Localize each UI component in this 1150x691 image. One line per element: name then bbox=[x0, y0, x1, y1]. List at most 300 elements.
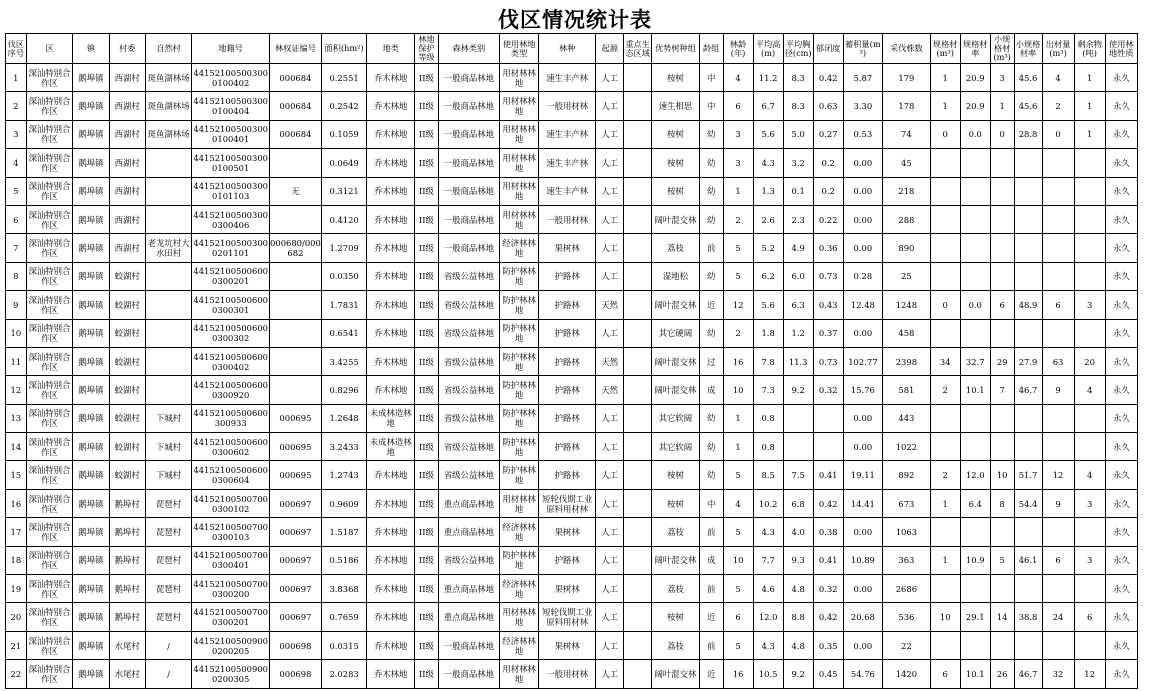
table-cell: 人工 bbox=[596, 546, 624, 574]
table-cell bbox=[990, 631, 1014, 659]
table-cell: 幼 bbox=[699, 205, 723, 233]
table-cell: 48.9 bbox=[1014, 291, 1042, 319]
table-row bbox=[6, 575, 1138, 603]
table-cell: 179 bbox=[883, 64, 931, 92]
table-cell: / bbox=[145, 660, 192, 688]
table-cell: 桉树 bbox=[652, 489, 700, 517]
table-row bbox=[6, 120, 1138, 148]
table-cell: 乔木林地 bbox=[367, 291, 415, 319]
table-cell: 0.6541 bbox=[321, 319, 367, 347]
table-cell: 深汕特别合作区 bbox=[26, 120, 73, 148]
table-cell: II级 bbox=[415, 489, 439, 517]
table-cell: 人工 bbox=[596, 262, 624, 290]
column-header: 郁闭度 bbox=[813, 34, 843, 64]
column-header: 小规格材率 bbox=[1014, 34, 1042, 64]
table-cell: 果树林 bbox=[539, 234, 596, 262]
table-cell: 0.4120 bbox=[321, 205, 367, 233]
table-cell: 1 bbox=[6, 64, 27, 92]
table-cell: 省级公益林地 bbox=[438, 347, 499, 375]
table-cell: 乔木林地 bbox=[367, 489, 415, 517]
table-cell: 218 bbox=[883, 177, 931, 205]
column-header: 村委 bbox=[109, 34, 145, 64]
table-cell: 0.42 bbox=[813, 603, 843, 631]
table-cell: 8.5 bbox=[753, 461, 783, 489]
table-cell: 荔枝 bbox=[652, 575, 700, 603]
table-cell: 鹅埠镇 bbox=[73, 518, 109, 546]
table-cell: 5.6 bbox=[753, 120, 783, 148]
table-cell: 1.2648 bbox=[321, 404, 367, 432]
table-cell: 鹅埠镇 bbox=[73, 120, 109, 148]
table-cell: 中 bbox=[699, 64, 723, 92]
table-cell: 0.38 bbox=[813, 518, 843, 546]
table-cell: 10.5 bbox=[753, 660, 783, 688]
table-cell: 用材林林地 bbox=[499, 603, 538, 631]
table-cell bbox=[1074, 262, 1105, 290]
table-cell: 458 bbox=[883, 319, 931, 347]
table-cell: 3 bbox=[990, 64, 1014, 92]
table-cell bbox=[990, 404, 1014, 432]
table-cell: 0.42 bbox=[813, 489, 843, 517]
table-cell bbox=[1042, 177, 1074, 205]
table-cell: 深汕特别合作区 bbox=[26, 234, 73, 262]
table-cell: 1063 bbox=[883, 518, 931, 546]
table-cell: 一般商品林地 bbox=[438, 205, 499, 233]
table-cell: 永久 bbox=[1105, 376, 1137, 404]
table-cell: 鹅埠镇 bbox=[73, 489, 109, 517]
table-cell: 3 bbox=[723, 120, 753, 148]
table-cell: 深汕特别合作区 bbox=[26, 149, 73, 177]
table-cell: 鹅埠村 bbox=[109, 518, 145, 546]
table-cell: 6.0 bbox=[783, 262, 813, 290]
table-cell bbox=[624, 92, 652, 120]
table-cell: 鹅埠镇 bbox=[73, 546, 109, 574]
table-cell: 人工 bbox=[596, 319, 624, 347]
table-cell: 0.41 bbox=[813, 546, 843, 574]
table-cell bbox=[1074, 149, 1105, 177]
table-cell bbox=[145, 291, 192, 319]
table-cell: 防护林林地 bbox=[499, 291, 538, 319]
table-cell: 0.00 bbox=[843, 518, 882, 546]
table-row bbox=[6, 461, 1138, 489]
table-cell: 永久 bbox=[1105, 433, 1137, 461]
table-cell: 永久 bbox=[1105, 404, 1137, 432]
table-cell: 斑鱼湖林场 bbox=[145, 92, 192, 120]
table-cell bbox=[783, 433, 813, 461]
table-cell: 阔叶混交林 bbox=[652, 291, 700, 319]
table-cell bbox=[270, 205, 322, 233]
table-cell: 永久 bbox=[1105, 177, 1137, 205]
table-cell: 441521005009000200305 bbox=[192, 660, 270, 688]
table-cell: 3 bbox=[723, 149, 753, 177]
table-cell: 6 bbox=[1042, 546, 1074, 574]
table-cell: 阔叶混交林 bbox=[652, 376, 700, 404]
table-body bbox=[6, 64, 1138, 689]
table-cell: 0.00 bbox=[843, 575, 882, 603]
table-cell: 15.76 bbox=[843, 376, 882, 404]
table-cell: 8.3 bbox=[783, 92, 813, 120]
table-cell: 未成林造林地 bbox=[367, 433, 415, 461]
table-cell: 深汕特别合作区 bbox=[26, 92, 73, 120]
table-cell: 441521005003000100402 bbox=[192, 64, 270, 92]
table-cell: 3 bbox=[1074, 291, 1105, 319]
column-header: 使用林地性质 bbox=[1105, 34, 1137, 64]
table-cell: 用材林林地 bbox=[499, 120, 538, 148]
table-cell: 中 bbox=[699, 92, 723, 120]
table-cell: 000695 bbox=[270, 461, 322, 489]
table-cell: 6.3 bbox=[783, 291, 813, 319]
column-header: 自然村 bbox=[145, 34, 192, 64]
column-header: 平均高(m) bbox=[753, 34, 783, 64]
table-cell bbox=[813, 433, 843, 461]
table-cell: 永久 bbox=[1105, 234, 1137, 262]
table-cell bbox=[990, 234, 1014, 262]
table-cell: 乔木林地 bbox=[367, 205, 415, 233]
table-cell: 0.3121 bbox=[321, 177, 367, 205]
table-cell bbox=[624, 64, 652, 92]
table-cell: 0.22 bbox=[813, 205, 843, 233]
table-cell: 用材林林地 bbox=[499, 92, 538, 120]
table-cell: 10.9 bbox=[960, 546, 990, 574]
table-cell bbox=[990, 433, 1014, 461]
table-cell bbox=[270, 149, 322, 177]
table-cell: 8.3 bbox=[783, 64, 813, 92]
table-cell: 重点商品林地 bbox=[438, 603, 499, 631]
table-cell: 蛟湖村 bbox=[109, 319, 145, 347]
table-cell: 乔木林地 bbox=[367, 92, 415, 120]
table-cell: 护路林 bbox=[539, 376, 596, 404]
table-cell: 5 bbox=[723, 631, 753, 659]
table-cell: 用材林林地 bbox=[499, 205, 538, 233]
table-cell: 乔木林地 bbox=[367, 120, 415, 148]
column-header: 重点生态区域 bbox=[624, 34, 652, 64]
table-cell: 0.1059 bbox=[321, 120, 367, 148]
table-cell: 鹅埠镇 bbox=[73, 660, 109, 688]
table-cell: 2 bbox=[930, 376, 960, 404]
table-cell: 12 bbox=[723, 291, 753, 319]
table-cell: 3 bbox=[6, 120, 27, 148]
table-cell: 2398 bbox=[883, 347, 931, 375]
table-cell: 2686 bbox=[883, 575, 931, 603]
table-cell: II级 bbox=[415, 376, 439, 404]
table-cell: 1.2 bbox=[783, 319, 813, 347]
table-cell: 天然 bbox=[596, 376, 624, 404]
table-cell: 深汕特别合作区 bbox=[26, 631, 73, 659]
column-header: 林种 bbox=[539, 34, 596, 64]
table-cell: 深汕特别合作区 bbox=[26, 64, 73, 92]
table-cell: 10 bbox=[723, 546, 753, 574]
table-cell: 一般商品林地 bbox=[438, 177, 499, 205]
table-cell: 深汕特别合作区 bbox=[26, 404, 73, 432]
table-cell: 45.6 bbox=[1014, 64, 1042, 92]
table-cell bbox=[1074, 518, 1105, 546]
table-cell: 14.41 bbox=[843, 489, 882, 517]
table-cell bbox=[960, 319, 990, 347]
table-cell: 前 bbox=[699, 234, 723, 262]
table-cell: 永久 bbox=[1105, 291, 1137, 319]
table-cell: 鹅埠镇 bbox=[73, 631, 109, 659]
column-header: 规格材(m³) bbox=[930, 34, 960, 64]
table-cell bbox=[990, 319, 1014, 347]
table-cell: 441521005006000300301 bbox=[192, 291, 270, 319]
table-cell: 443 bbox=[883, 404, 931, 432]
table-cell: 0.37 bbox=[813, 319, 843, 347]
column-header: 地类 bbox=[367, 34, 415, 64]
table-cell: 一般商品林地 bbox=[438, 92, 499, 120]
table-cell bbox=[960, 149, 990, 177]
table-cell: 4 bbox=[1042, 64, 1074, 92]
table-cell: II级 bbox=[415, 603, 439, 631]
table-cell: 0.0 bbox=[960, 291, 990, 319]
table-cell: 4.8 bbox=[783, 575, 813, 603]
table-cell: 鹅埠镇 bbox=[73, 177, 109, 205]
table-cell: 6.4 bbox=[960, 489, 990, 517]
table-cell: 防护林林地 bbox=[499, 319, 538, 347]
table-cell: II级 bbox=[415, 546, 439, 574]
table-cell: II级 bbox=[415, 433, 439, 461]
table-cell: 西湖村 bbox=[109, 92, 145, 120]
column-header: 林地保护等级 bbox=[415, 34, 439, 64]
table-cell: 护路林 bbox=[539, 262, 596, 290]
table-cell: 19 bbox=[6, 575, 27, 603]
table-cell bbox=[930, 433, 960, 461]
table-cell: 护路林 bbox=[539, 404, 596, 432]
column-header: 平均胸径(cm) bbox=[783, 34, 813, 64]
table-cell: 人工 bbox=[596, 461, 624, 489]
table-cell: 22 bbox=[883, 631, 931, 659]
table-cell: 前 bbox=[699, 575, 723, 603]
table-cell: 0.0649 bbox=[321, 149, 367, 177]
table-cell: 46.1 bbox=[1014, 546, 1042, 574]
table-cell: 1.3 bbox=[753, 177, 783, 205]
table-cell: 6 bbox=[6, 205, 27, 233]
table-cell: II级 bbox=[415, 319, 439, 347]
table-cell bbox=[1074, 234, 1105, 262]
table-cell: 16 bbox=[723, 347, 753, 375]
table-cell bbox=[624, 631, 652, 659]
table-cell: 0.42 bbox=[813, 64, 843, 92]
table-cell: 1.5187 bbox=[321, 518, 367, 546]
table-cell: 1 bbox=[930, 64, 960, 92]
table-cell bbox=[624, 546, 652, 574]
table-cell: 102.77 bbox=[843, 347, 882, 375]
table-cell: 3.4255 bbox=[321, 347, 367, 375]
table-cell: II级 bbox=[415, 518, 439, 546]
table-cell: 短轮伐期工业原料用材林 bbox=[539, 489, 596, 517]
table-cell bbox=[990, 262, 1014, 290]
table-row bbox=[6, 291, 1138, 319]
table-cell: 1 bbox=[930, 92, 960, 120]
table-cell bbox=[930, 234, 960, 262]
table-cell: 51.7 bbox=[1014, 461, 1042, 489]
table-cell: 1 bbox=[723, 433, 753, 461]
table-cell bbox=[145, 205, 192, 233]
table-row bbox=[6, 660, 1138, 688]
table-cell: 重点商品林地 bbox=[438, 489, 499, 517]
table-cell: 5.6 bbox=[753, 291, 783, 319]
table-cell: 永久 bbox=[1105, 631, 1137, 659]
table-cell: 乔木林地 bbox=[367, 575, 415, 603]
table-cell: 2 bbox=[723, 319, 753, 347]
table-cell: 成 bbox=[699, 546, 723, 574]
table-cell: 363 bbox=[883, 546, 931, 574]
table-cell bbox=[624, 518, 652, 546]
table-cell: 1420 bbox=[883, 660, 931, 688]
table-cell: 一般用材林 bbox=[539, 92, 596, 120]
table-cell: 阔叶混交林 bbox=[652, 347, 700, 375]
table-cell bbox=[145, 262, 192, 290]
table-cell: 深汕特别合作区 bbox=[26, 575, 73, 603]
table-cell bbox=[1042, 631, 1074, 659]
table-cell: 6 bbox=[930, 660, 960, 688]
table-cell: 深汕特别合作区 bbox=[26, 347, 73, 375]
table-cell: 4 bbox=[1074, 376, 1105, 404]
table-cell: 441521005003000201101 bbox=[192, 234, 270, 262]
table-cell: 46.7 bbox=[1014, 660, 1042, 688]
table-cell: 永久 bbox=[1105, 92, 1137, 120]
table-cell: 000684 bbox=[270, 92, 322, 120]
table-cell: 7.3 bbox=[753, 376, 783, 404]
table-cell: 幼 bbox=[699, 177, 723, 205]
table-cell: 5 bbox=[723, 575, 753, 603]
table-cell: II级 bbox=[415, 461, 439, 489]
table-cell: 44152100500600300933 bbox=[192, 404, 270, 432]
table-cell: 0.00 bbox=[843, 631, 882, 659]
table-cell: 0.7659 bbox=[321, 603, 367, 631]
table-cell: II级 bbox=[415, 347, 439, 375]
table-cell bbox=[1074, 177, 1105, 205]
table-cell: 深汕特别合作区 bbox=[26, 291, 73, 319]
table-cell: 经济林林地 bbox=[499, 234, 538, 262]
table-cell: 深汕特别合作区 bbox=[26, 319, 73, 347]
table-cell: 6 bbox=[990, 291, 1014, 319]
table-cell: 1.2709 bbox=[321, 234, 367, 262]
table-cell: 46.7 bbox=[1014, 376, 1042, 404]
table-cell bbox=[624, 347, 652, 375]
table-cell: 0.35 bbox=[813, 631, 843, 659]
table-cell: 桉树 bbox=[652, 461, 700, 489]
table-cell: 22 bbox=[6, 660, 27, 688]
table-cell: 10 bbox=[930, 603, 960, 631]
table-cell: 0.32 bbox=[813, 575, 843, 603]
table-cell: 人工 bbox=[596, 120, 624, 148]
table-cell: 441521005007000300200 bbox=[192, 575, 270, 603]
table-cell: 1 bbox=[1074, 120, 1105, 148]
table-cell: 防护林林地 bbox=[499, 376, 538, 404]
table-cell: 一般商品林地 bbox=[438, 149, 499, 177]
table-cell: 0.8 bbox=[753, 433, 783, 461]
table-cell: 441521005007000300103 bbox=[192, 518, 270, 546]
table-cell: 鹅埠村 bbox=[109, 575, 145, 603]
table-cell: 幼 bbox=[699, 262, 723, 290]
column-header: 剩余物(吨) bbox=[1074, 34, 1105, 64]
table-cell: 琵琶村 bbox=[145, 603, 192, 631]
table-cell: II级 bbox=[415, 631, 439, 659]
table-cell: 000680/000682 bbox=[270, 234, 322, 262]
table-cell: 阔叶混交林 bbox=[652, 660, 700, 688]
table-cell: 1.2743 bbox=[321, 461, 367, 489]
table-cell: 近 bbox=[699, 603, 723, 631]
table-cell bbox=[960, 404, 990, 432]
table-cell: 2.0283 bbox=[321, 660, 367, 688]
table-cell: 0.9609 bbox=[321, 489, 367, 517]
table-cell: 乔木林地 bbox=[367, 631, 415, 659]
table-cell: 近 bbox=[699, 291, 723, 319]
table-cell: II级 bbox=[415, 177, 439, 205]
table-cell: 5 bbox=[723, 461, 753, 489]
table-cell: 省级公益林地 bbox=[438, 404, 499, 432]
table-cell: 54.76 bbox=[843, 660, 882, 688]
table-cell: 29.1 bbox=[960, 603, 990, 631]
column-header: 出材量(m³) bbox=[1042, 34, 1074, 64]
table-cell: 重点商品林地 bbox=[438, 518, 499, 546]
table-cell: 荔枝 bbox=[652, 518, 700, 546]
table-cell: 0.63 bbox=[813, 92, 843, 120]
table-cell: 护路林 bbox=[539, 319, 596, 347]
table-row bbox=[6, 177, 1138, 205]
table-cell: 5 bbox=[990, 546, 1014, 574]
table-cell: 桉树 bbox=[652, 64, 700, 92]
table-cell: 一般商品林地 bbox=[438, 660, 499, 688]
table-cell: 果树林 bbox=[539, 575, 596, 603]
table-cell: 永久 bbox=[1105, 603, 1137, 631]
table-cell bbox=[1014, 149, 1042, 177]
table-cell: 蛟湖村 bbox=[109, 347, 145, 375]
table-cell: 890 bbox=[883, 234, 931, 262]
table-cell: 0.43 bbox=[813, 291, 843, 319]
table-cell bbox=[1074, 205, 1105, 233]
table-cell: 深汕特别合作区 bbox=[26, 489, 73, 517]
table-cell: 西湖村 bbox=[109, 149, 145, 177]
table-row bbox=[6, 205, 1138, 233]
table-cell: 000684 bbox=[270, 120, 322, 148]
table-cell: 8.8 bbox=[783, 603, 813, 631]
table-cell: 0.28 bbox=[843, 262, 882, 290]
table-cell: 5.87 bbox=[843, 64, 882, 92]
table-cell: 892 bbox=[883, 461, 931, 489]
table-cell: 0.00 bbox=[843, 319, 882, 347]
table-cell: 鹅埠镇 bbox=[73, 64, 109, 92]
table-cell: 深汕特别合作区 bbox=[26, 518, 73, 546]
table-cell: II级 bbox=[415, 262, 439, 290]
table-cell: 深汕特别合作区 bbox=[26, 546, 73, 574]
table-cell: 幼 bbox=[699, 149, 723, 177]
table-cell: 深汕特别合作区 bbox=[26, 660, 73, 688]
table-cell bbox=[930, 518, 960, 546]
table-cell: 一般商品林地 bbox=[438, 631, 499, 659]
table-row bbox=[6, 376, 1138, 404]
table-cell: 0.2542 bbox=[321, 92, 367, 120]
table-cell: 12 bbox=[6, 376, 27, 404]
table-cell: 6.8 bbox=[783, 489, 813, 517]
table-cell: 用材林林地 bbox=[499, 149, 538, 177]
table-cell: 12.0 bbox=[753, 603, 783, 631]
table-cell: 0.2 bbox=[813, 177, 843, 205]
table-cell: 鹅埠村 bbox=[109, 603, 145, 631]
table-cell bbox=[270, 262, 322, 290]
table-cell: 一般用材林 bbox=[539, 205, 596, 233]
table-cell: 441521005003000101103 bbox=[192, 177, 270, 205]
table-row bbox=[6, 489, 1138, 517]
table-cell: 深汕特别合作区 bbox=[26, 603, 73, 631]
table-cell: 鹅埠镇 bbox=[73, 404, 109, 432]
table-cell: 441521005006000300402 bbox=[192, 347, 270, 375]
table-cell: 441521005003000100401 bbox=[192, 120, 270, 148]
table-cell: 鹅埠镇 bbox=[73, 92, 109, 120]
table-cell: II级 bbox=[415, 205, 439, 233]
table-cell: 桉树 bbox=[652, 177, 700, 205]
table-cell: II级 bbox=[415, 575, 439, 603]
table-cell: 0.41 bbox=[813, 461, 843, 489]
